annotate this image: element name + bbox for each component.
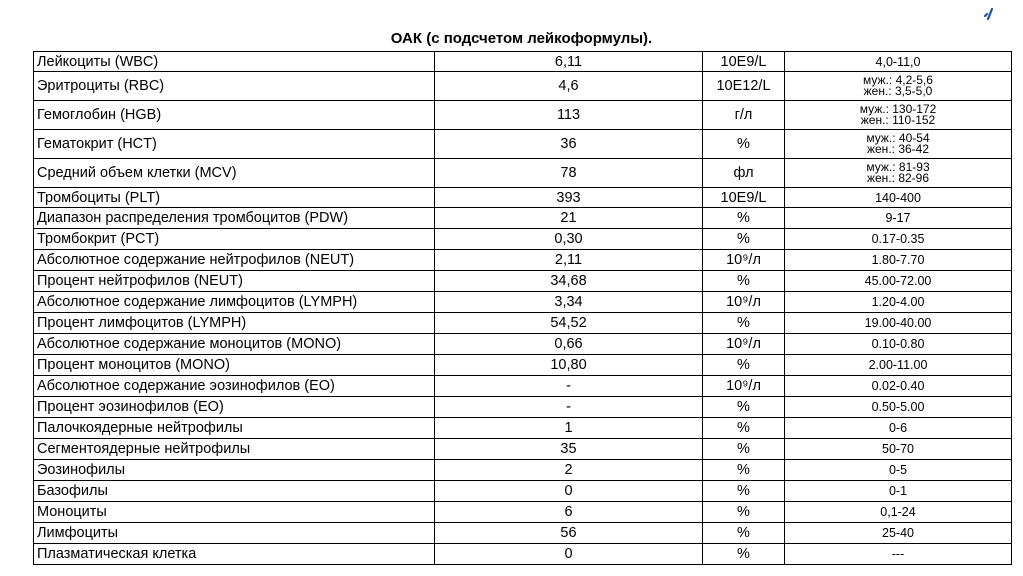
unit: % (703, 460, 785, 481)
table-row (34, 292, 1012, 313)
reference-line: жен.: 82-96 (866, 171, 930, 185)
unit: % (703, 439, 785, 460)
result-value: 0,66 (435, 334, 703, 355)
parameter-name: Тромбоциты (PLT) (34, 188, 435, 208)
table-row (34, 481, 1012, 502)
parameter-name: Эозинофилы (34, 460, 435, 481)
result-value: 2 (435, 460, 703, 481)
unit: % (703, 523, 785, 544)
parameter-name: Гематокрит (HCT) (34, 130, 435, 159)
parameter-name: Процент нейтрофилов (NEUT) (34, 271, 435, 292)
table-row (34, 355, 1012, 376)
table-row (34, 52, 1012, 72)
unit: фл (703, 159, 785, 188)
reference-line: 9-17 (885, 211, 911, 225)
reference-line: 19.00-40.00 (864, 316, 932, 330)
unit: % (703, 397, 785, 418)
parameter-name: Сегментоядерные нейтрофилы (34, 439, 435, 460)
unit: % (703, 208, 785, 229)
parameter-name: Лимфоциты (34, 523, 435, 544)
reference-range (785, 397, 1012, 418)
unit: % (703, 544, 785, 565)
reference-line: 1.20-4.00 (871, 295, 925, 309)
reference-line: 45.00-72.00 (864, 274, 932, 288)
reference-range (785, 101, 1012, 130)
parameter-name: Абсолютное содержание нейтрофилов (NEUT) (34, 250, 435, 271)
result-value: 56 (435, 523, 703, 544)
result-value: - (435, 376, 703, 397)
result-value: 4,6 (435, 72, 703, 101)
reference-range (785, 159, 1012, 188)
unit: % (703, 229, 785, 250)
table-row (34, 313, 1012, 334)
table-row (34, 130, 1012, 159)
result-value: 34,68 (435, 271, 703, 292)
reference-range (785, 271, 1012, 292)
unit: % (703, 130, 785, 159)
reference-range (785, 52, 1012, 72)
result-value: 78 (435, 159, 703, 188)
reference-range (785, 439, 1012, 460)
reference-line: 1.80-7.70 (871, 253, 925, 267)
parameter-name: Абсолютное содержание моноцитов (MONO) (34, 334, 435, 355)
table-row (34, 376, 1012, 397)
unit: % (703, 271, 785, 292)
reference-range (785, 523, 1012, 544)
reference-line: жен.: 110-152 (860, 113, 936, 127)
reference-line: 140-400 (875, 190, 921, 205)
reference-line: муж.: 81-93 (866, 160, 930, 174)
parameter-name: Средний объем клетки (MCV) (34, 159, 435, 188)
result-value: 35 (435, 439, 703, 460)
reference-line: 2.00-11.00 (868, 358, 928, 372)
reference-range (785, 208, 1012, 229)
unit: 10E9/L (703, 52, 785, 72)
pen-mark-icon (982, 6, 996, 22)
parameter-name: Диапазон распределения тромбоцитов (PDW) (34, 208, 435, 229)
table-row (34, 271, 1012, 292)
table-row (34, 334, 1012, 355)
reference-range (785, 72, 1012, 101)
unit: 10⁹/л (703, 250, 785, 271)
result-value: - (435, 397, 703, 418)
result-value: 21 (435, 208, 703, 229)
reference-range (785, 376, 1012, 397)
report-title: ОАК (с подсчетом лейкоформулы). (390, 30, 653, 47)
reference-line: 50-70 (882, 442, 914, 456)
reference-line: 0.50-5.00 (871, 400, 925, 414)
unit: г/л (703, 101, 785, 130)
reference-range (785, 250, 1012, 271)
parameter-name: Процент моноцитов (MONO) (34, 355, 435, 376)
reference-range (785, 334, 1012, 355)
reference-range (785, 188, 1012, 208)
unit: % (703, 313, 785, 334)
result-value: 393 (435, 188, 703, 208)
table-row (34, 229, 1012, 250)
parameter-name: Базофилы (34, 481, 435, 502)
result-value: 54,52 (435, 313, 703, 334)
result-value: 0 (435, 481, 703, 502)
unit: % (703, 502, 785, 523)
parameter-name: Лейкоциты (WBC) (34, 52, 435, 72)
unit: 10⁹/л (703, 292, 785, 313)
reference-range (785, 313, 1012, 334)
reference-range (785, 292, 1012, 313)
result-value: 10,80 (435, 355, 703, 376)
parameter-name: Процент лимфоцитов (LYMPH) (34, 313, 435, 334)
parameter-name: Тромбокрит (PCT) (34, 229, 435, 250)
reference-line: 0.17-0.35 (871, 232, 925, 246)
reference-line: жен.: 36-42 (866, 142, 930, 156)
reference-line: --- (891, 547, 905, 561)
table-row (34, 159, 1012, 188)
table-row (34, 72, 1012, 101)
reference-range (785, 418, 1012, 439)
reference-line: 0.10-0.80 (871, 337, 925, 351)
parameter-name: Процент эозинофилов (EO) (34, 397, 435, 418)
parameter-name: Моноциты (34, 502, 435, 523)
parameter-name: Эритроциты (RBC) (34, 72, 435, 101)
reference-range (785, 544, 1012, 565)
result-value: 6 (435, 502, 703, 523)
reference-line: муж.: 130-172 (859, 102, 937, 116)
result-value: 1 (435, 418, 703, 439)
reference-line: 0-5 (888, 463, 908, 477)
table-row (34, 439, 1012, 460)
parameter-name: Абсолютное содержание лимфоцитов (LYMPH) (34, 292, 435, 313)
result-value: 0 (435, 544, 703, 565)
parameter-name: Абсолютное содержание эозинофилов (EO) (34, 376, 435, 397)
results-table (33, 51, 1012, 565)
reference-range (785, 355, 1012, 376)
reference-range (785, 460, 1012, 481)
unit: % (703, 418, 785, 439)
table-row (34, 418, 1012, 439)
table-row (34, 188, 1012, 208)
reference-line: 25-40 (882, 526, 914, 540)
result-value: 0,30 (435, 229, 703, 250)
table-row (34, 208, 1012, 229)
result-value: 113 (435, 101, 703, 130)
result-value: 3,34 (435, 292, 703, 313)
unit: 10E9/L (703, 188, 785, 208)
result-value: 36 (435, 130, 703, 159)
reference-line: 0,1-24 (880, 505, 916, 519)
reference-line: 4,0-11,0 (875, 54, 921, 69)
table-row (34, 250, 1012, 271)
unit: % (703, 355, 785, 376)
table-row (34, 397, 1012, 418)
table-row (34, 502, 1012, 523)
reference-line: муж.: 40-54 (866, 131, 930, 145)
table-row (34, 523, 1012, 544)
table-row (34, 460, 1012, 481)
reference-range (785, 481, 1012, 502)
unit: 10E12/L (703, 72, 785, 101)
reference-range (785, 502, 1012, 523)
result-value: 6,11 (435, 52, 703, 72)
reference-line: 0-1 (888, 484, 908, 498)
table-row (34, 544, 1012, 565)
unit: % (703, 481, 785, 502)
result-value: 2,11 (435, 250, 703, 271)
reference-range (785, 130, 1012, 159)
parameter-name: Палочкоядерные нейтрофилы (34, 418, 435, 439)
reference-line: 0-6 (888, 421, 908, 435)
unit: 10⁹/л (703, 376, 785, 397)
reference-line: 0.02-0.40 (871, 379, 925, 393)
table-row (34, 101, 1012, 130)
reference-line: жен.: 3,5-5,0 (863, 84, 933, 98)
reference-line: муж.: 4,2-5,6 (863, 73, 933, 87)
parameter-name: Гемоглобин (HGB) (34, 101, 435, 130)
parameter-name: Плазматическая клетка (34, 544, 435, 565)
unit: 10⁹/л (703, 334, 785, 355)
reference-range (785, 229, 1012, 250)
